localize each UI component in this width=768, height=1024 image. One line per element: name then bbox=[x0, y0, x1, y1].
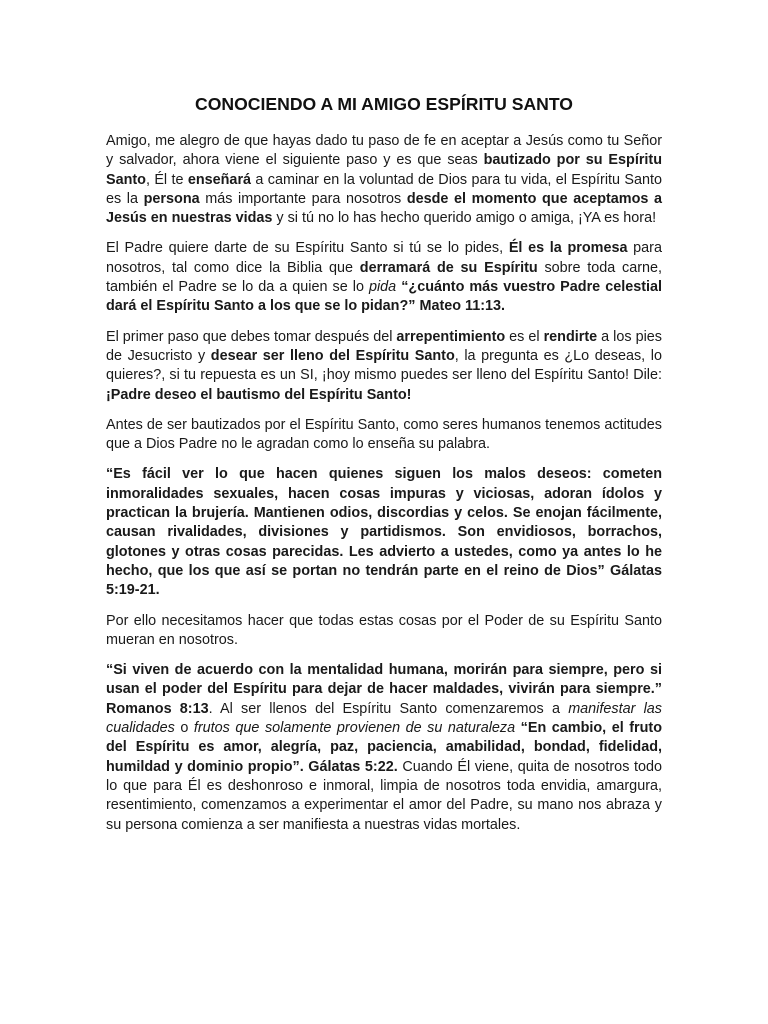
p3-run-2: es el bbox=[505, 328, 544, 345]
p1-run-7: desde el momento que aceptamos a Jesús en nuestras vidas bbox=[106, 190, 662, 227]
p1-run-8: y si tú no lo has hecho querido amigo o amiga, ¡YA es hora! bbox=[272, 210, 657, 227]
paragraph-attitudes: Antes de ser bautizados por el Espíritu Santo, como seres humanos tenemos actitudes que a Dios Padre no le agradan como lo enseña su palabra. bbox=[106, 416, 662, 453]
p2-run-2: para nosotros, tal como dice la Biblia que bbox=[106, 240, 662, 276]
p7-run-4: frutos que solamente provienen de su naturaleza bbox=[193, 720, 516, 737]
paragraph-must-die: Por ello necesitamos hacer que todas estas cosas por el Poder de su Espíritu Santo mueran en nosotros. bbox=[106, 612, 662, 648]
p2-run-3: derramará de su Espíritu bbox=[359, 259, 538, 276]
p7-run-6: “En cambio, el fruto del Espíritu es amor, alegría, paz, paciencia, amabilidad, bondad, fidelidad, humildad y dominio propio”. Gálatas 5:22. bbox=[106, 720, 663, 775]
paragraph-intro bbox=[106, 132, 662, 228]
p1-run-1: bautizado por su Espíritu Santo bbox=[106, 152, 662, 188]
p7-run-2: manifestar las cualidades bbox=[106, 700, 662, 737]
paragraph-first-step bbox=[106, 328, 662, 405]
p3-run-5: desear ser lleno del Espíritu Santo bbox=[210, 347, 455, 364]
p3-run-0: El primer paso que debes tomar después del bbox=[106, 328, 397, 345]
p1-run-2: , Él te bbox=[145, 171, 188, 188]
p2-run-5: pida bbox=[368, 279, 397, 296]
p1-run-0: Amigo, me alegro de que hayas dado tu paso de fe en aceptar a Jesús como tu Señor y salvador, ahora viene el siguiente paso y es que seas bbox=[106, 133, 662, 169]
p3-run-6: , la pregunta es ¿Lo deseas, lo quieres?, si tu repuesta es un SI, ¡hoy mismo puedes ser lleno del Espíritu Santo! Dile: bbox=[106, 347, 662, 384]
p7-run-3: o bbox=[174, 720, 194, 737]
p2-run-7: “¿cuánto más vuestro Padre celestial dará el Espíritu Santo a los que se lo pidan?” Mateo 11:13. bbox=[106, 279, 662, 315]
p1-run-3: enseñará bbox=[187, 171, 252, 188]
paragraph-promise bbox=[106, 239, 662, 316]
p3-run-7: ¡Padre deseo el bautismo del Espíritu Santo! bbox=[106, 386, 412, 403]
p3-run-1: arrepentimiento bbox=[396, 328, 506, 345]
p2-run-4: sobre toda carne, también el Padre se lo da a quien se lo bbox=[106, 259, 663, 296]
p3-run-3: rendirte bbox=[543, 328, 598, 345]
p2-run-0: El Padre quiere darte de su Espíritu Santo si tú se lo pides, bbox=[106, 240, 509, 257]
document-title: CONOCIENDO A MI AMIGO ESPÍRITU SANTO bbox=[195, 94, 573, 114]
p2-run-1: Él es la promesa bbox=[508, 240, 628, 257]
p3-run-4: a los pies de Jesucristo y bbox=[106, 328, 662, 364]
p7-run-1: . Al ser llenos del Espíritu Santo comenzaremos a bbox=[208, 700, 569, 717]
p7-run-7: Cuando Él viene, quita de nosotros todo lo que para Él es deshonroso e inmoral, limpia de nosotros toda envidia, amargura, resentimiento, comenzamos a experimentar el amor del Padre, su mano nos abraza y su persona comienza a ser manifiesta a nuestras vidas mortales. bbox=[106, 758, 663, 833]
p7-run-0: “Si viven de acuerdo con la mentalidad humana, morirán para siempre, pero si usan el poder del Espíritu para dejar de hacer maldades, vivirán para siempre.” Romanos 8:13 bbox=[106, 662, 662, 717]
p1-run-4: a caminar en la voluntad de Dios para tu vida, el Espíritu Santo es la bbox=[106, 171, 662, 207]
paragraph-fruit-of-spirit bbox=[106, 661, 662, 835]
p1-run-5: persona bbox=[143, 190, 200, 207]
document-body bbox=[106, 88, 662, 846]
quote-galatians-5-19: “Es fácil ver lo que hacen quienes siguen los malos deseos: cometen inmoralidades sexuales, hacen cosas impuras y viciosas, adoran ídolos y practican la brujería. Mantienen odios, discordias y celos. Se enojan fácilmente, causan rivalidades, divisiones y partidismos. Son envidiosos, borrachos, glotones y otras cosas parecidas. Les advierto a ustedes, como ya antes lo he hecho, que los que así se portan no tendrán parte en el reino de Dios” Gálatas 5:19-21. bbox=[106, 466, 662, 599]
p1-run-6: más importante para nosotros bbox=[199, 190, 407, 207]
